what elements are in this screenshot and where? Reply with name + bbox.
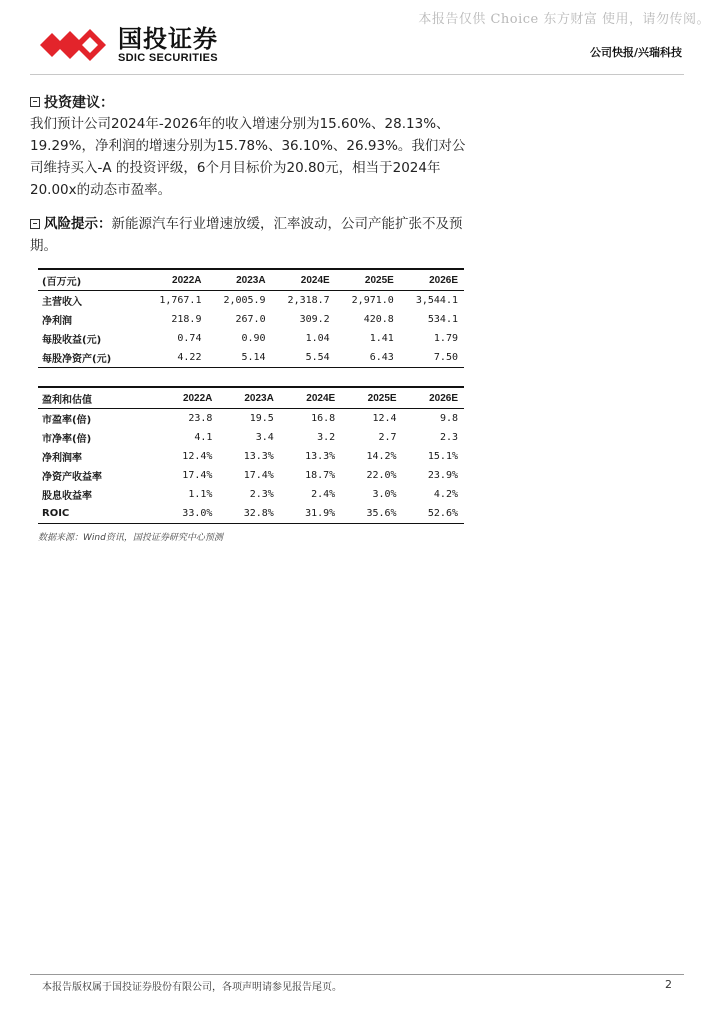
table-cell: 1.1% bbox=[188, 489, 213, 500]
table-cell: 19.5 bbox=[249, 413, 274, 424]
table-row bbox=[38, 447, 464, 466]
table-row bbox=[38, 348, 464, 368]
column-header: 2026E bbox=[429, 274, 458, 286]
column-header: 2022A bbox=[172, 274, 202, 286]
table-cell: 16.8 bbox=[311, 413, 336, 424]
table-row bbox=[38, 409, 464, 429]
table-cell: 52.6% bbox=[427, 508, 458, 519]
investment-advice-title: 投资建议： bbox=[44, 95, 114, 111]
header-divider bbox=[30, 74, 684, 75]
table-cell: 17.4% bbox=[243, 470, 274, 481]
table-cell: 1.04 bbox=[305, 333, 330, 344]
table-cell: 218.9 bbox=[171, 314, 202, 325]
footer-divider bbox=[30, 974, 684, 975]
row-label: 每股收益(元) bbox=[42, 335, 102, 346]
column-header: 2024E bbox=[306, 392, 336, 404]
section-box-icon bbox=[30, 97, 40, 107]
table-cell: 2.3% bbox=[249, 489, 274, 500]
table-cell: 2.7 bbox=[378, 432, 397, 443]
table-cell: 1,767.1 bbox=[159, 295, 202, 306]
row-label: 市盈率(倍) bbox=[42, 415, 92, 426]
table-cell: 4.22 bbox=[177, 352, 202, 363]
copyright-notice: 本报告版权属于国投证券股份有限公司，各项声明请参见报告尾页。 bbox=[42, 982, 342, 993]
table-row bbox=[38, 504, 464, 524]
table-cell: 17.4% bbox=[182, 470, 213, 481]
table-cell: 3.4 bbox=[255, 432, 274, 443]
table-cell: 22.0% bbox=[366, 470, 397, 481]
table-row bbox=[38, 428, 464, 447]
table-cell: 2,318.7 bbox=[287, 295, 330, 306]
logo-english-name: SDIC SECURITIES bbox=[118, 52, 218, 64]
page-header bbox=[0, 22, 724, 72]
table-cell: 2.3 bbox=[439, 432, 458, 443]
table-cell: 2,005.9 bbox=[223, 295, 266, 306]
table-row bbox=[38, 329, 464, 348]
table-cell: 0.74 bbox=[177, 333, 202, 344]
table-cell: 7.50 bbox=[433, 352, 458, 363]
logo-mark-icon bbox=[38, 26, 112, 64]
table-cell: 13.3% bbox=[243, 451, 274, 462]
column-header: 盈利和估值 bbox=[42, 394, 92, 406]
table-cell: 18.7% bbox=[305, 470, 336, 481]
row-label: 股息收益率 bbox=[42, 491, 92, 502]
table-row bbox=[38, 466, 464, 485]
table-cell: 5.14 bbox=[241, 352, 266, 363]
column-header: 2023A bbox=[236, 274, 266, 286]
row-label: 市净率(倍) bbox=[42, 434, 92, 445]
table-cell: 14.2% bbox=[366, 451, 397, 462]
table-cell: 3.2 bbox=[317, 432, 336, 443]
table-header-row bbox=[38, 269, 464, 291]
table-cell: 13.3% bbox=[305, 451, 336, 462]
row-label: 净利润 bbox=[42, 316, 72, 327]
table-cell: 4.2% bbox=[433, 489, 458, 500]
table-cell: 35.6% bbox=[366, 508, 397, 519]
table-row bbox=[38, 485, 464, 504]
table-cell: 267.0 bbox=[235, 314, 266, 325]
row-label: 主营收入 bbox=[42, 297, 82, 308]
column-header: 2025E bbox=[367, 392, 397, 404]
table-cell: 23.8 bbox=[188, 413, 213, 424]
table-cell: 23.9% bbox=[427, 470, 458, 481]
report-type-label: 公司快报/兴瑞科技 bbox=[589, 46, 682, 59]
column-header: 2026E bbox=[429, 392, 458, 404]
risk-warning-block bbox=[30, 213, 470, 257]
row-label: 每股净资产(元) bbox=[42, 354, 112, 365]
table-cell: 33.0% bbox=[182, 508, 213, 519]
table-cell: 6.43 bbox=[369, 352, 394, 363]
row-label: 净资产收益率 bbox=[42, 472, 102, 483]
column-header: 2024E bbox=[300, 274, 330, 286]
company-logo bbox=[38, 26, 218, 64]
valuation-table bbox=[38, 386, 464, 524]
financial-summary-table bbox=[38, 268, 464, 368]
section-box-icon bbox=[30, 219, 40, 229]
table-row bbox=[38, 310, 464, 329]
data-source-note: 数据来源：Wind资讯，国投证券研究中心预测 bbox=[38, 533, 223, 543]
table-cell: 0.90 bbox=[241, 333, 266, 344]
table-cell: 5.54 bbox=[305, 352, 330, 363]
table-cell: 31.9% bbox=[305, 508, 336, 519]
table-cell: 32.8% bbox=[243, 508, 274, 519]
risk-warning-title: 风险提示： bbox=[44, 216, 112, 232]
column-header: (百万元) bbox=[42, 276, 82, 288]
risk-warning-text: 新能源汽车行业增速放缓，汇率波动，公司产能扩张不及预期。 bbox=[30, 216, 463, 254]
investment-advice-heading bbox=[30, 92, 114, 112]
investment-advice-text: 我们预计公司2024年-2026年的收入增速分别为15.60%、28.13%、19.29%，净利润的增速分别为15.78%、36.10%、26.93%。我们对公司维持买入-A 的投资评级，6个月目标价为20.80元，相当于2024年20.00x的动态市盈率。 bbox=[30, 116, 466, 198]
table-cell: 3,544.1 bbox=[415, 295, 458, 306]
logo-chinese-name: 国投证券 bbox=[118, 25, 218, 53]
table-cell: 12.4% bbox=[182, 451, 213, 462]
table-cell: 2.4% bbox=[311, 489, 336, 500]
table-cell: 420.8 bbox=[363, 314, 394, 325]
row-label: ROIC bbox=[42, 508, 70, 519]
table-cell: 1.79 bbox=[433, 333, 458, 344]
table-cell: 1.41 bbox=[369, 333, 394, 344]
table-cell: 9.8 bbox=[439, 413, 458, 424]
table-cell: 12.4 bbox=[372, 413, 397, 424]
row-label: 净利润率 bbox=[42, 453, 82, 464]
table-row bbox=[38, 291, 464, 311]
page-number: 2 bbox=[665, 978, 672, 991]
table-cell: 15.1% bbox=[427, 451, 458, 462]
column-header: 2023A bbox=[244, 392, 274, 404]
table-cell: 534.1 bbox=[427, 314, 458, 325]
watermark: 本报告仅供 Choice 东方财富 使用，请勿传阅。 bbox=[418, 12, 710, 27]
table-header-row bbox=[38, 387, 464, 409]
column-header: 2022A bbox=[182, 392, 213, 404]
table-cell: 2,971.0 bbox=[351, 295, 394, 306]
table-cell: 3.0% bbox=[372, 489, 397, 500]
column-header: 2025E bbox=[364, 274, 394, 286]
table-cell: 4.1 bbox=[194, 432, 213, 443]
table-cell: 309.2 bbox=[299, 314, 330, 325]
